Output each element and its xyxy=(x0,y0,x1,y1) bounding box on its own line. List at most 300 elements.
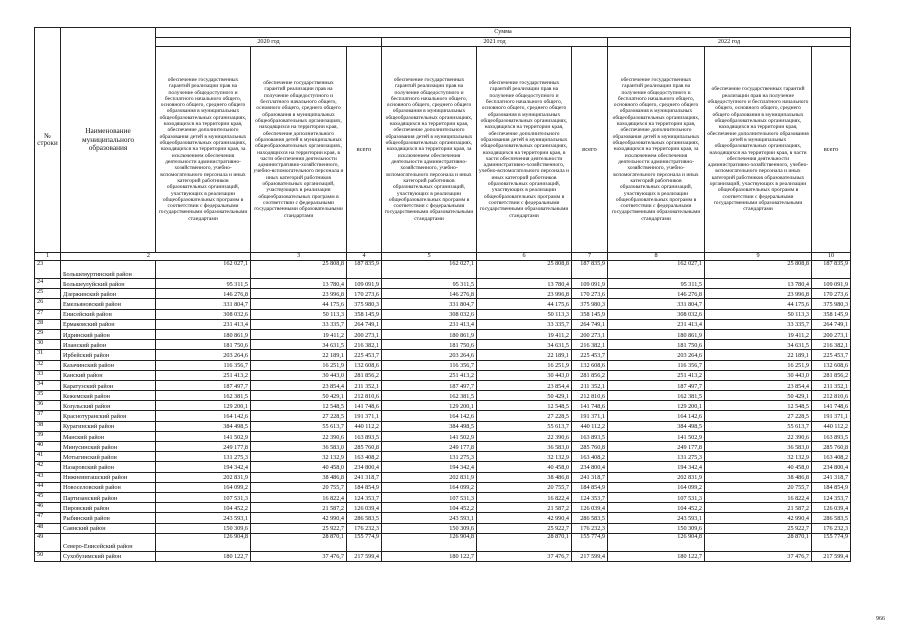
amount-cell: 180 861,9 xyxy=(382,329,477,339)
amount-cell: 164 099,2 xyxy=(156,482,251,492)
amount-cell: 12 548,5 xyxy=(251,401,347,411)
amount-cell: 194 342,4 xyxy=(156,462,251,472)
amount-cell: 19 411,2 xyxy=(705,329,812,339)
amount-cell: 251 413,2 xyxy=(608,370,705,380)
row-number: 50 xyxy=(35,551,61,561)
amount-cell: 131 275,3 xyxy=(156,452,251,462)
amount-cell: 162 381,5 xyxy=(156,391,251,401)
amount-cell: 126 039,4 xyxy=(812,503,851,513)
page-number: 966 xyxy=(876,616,885,622)
amount-cell: 176 232,3 xyxy=(572,523,608,533)
amount-cell: 181 750,6 xyxy=(156,340,251,350)
amount-cell: 116 356,7 xyxy=(608,360,705,370)
amount-cell: 126 904,8 xyxy=(156,533,251,551)
amount-cell: 234 800,4 xyxy=(572,462,608,472)
budget-table xyxy=(34,27,851,562)
amount-cell: 249 177,8 xyxy=(156,442,251,452)
amount-cell: 13 780,4 xyxy=(477,279,572,289)
amount-cell: 13 780,4 xyxy=(705,279,812,289)
amount-cell: 375 980,3 xyxy=(812,299,851,309)
table-row xyxy=(35,421,851,431)
amount-cell: 241 318,7 xyxy=(572,472,608,482)
amount-cell: 129 200,1 xyxy=(608,401,705,411)
amount-cell: 285 760,8 xyxy=(347,442,382,452)
municipality-name: Енисейский район xyxy=(61,309,156,319)
table-row xyxy=(35,523,851,533)
amount-cell: 150 309,6 xyxy=(382,523,477,533)
amount-cell: 16 251,9 xyxy=(477,360,572,370)
municipality-name: Пировский район xyxy=(61,503,156,513)
amount-cell: 50 113,3 xyxy=(251,309,347,319)
amount-cell: 180 861,9 xyxy=(156,329,251,339)
amount-cell: 38 486,8 xyxy=(251,472,347,482)
amount-cell: 286 583,5 xyxy=(347,513,382,523)
amount-cell: 126 039,4 xyxy=(347,503,382,513)
table-row xyxy=(35,350,851,360)
table-row xyxy=(35,380,851,390)
amount-cell: 225 453,7 xyxy=(347,350,382,360)
amount-cell: 187 497,7 xyxy=(608,380,705,390)
total-2021-header: всего xyxy=(572,47,608,253)
amount-cell: 375 980,3 xyxy=(347,299,382,309)
amount-cell: 95 311,5 xyxy=(156,279,251,289)
amount-cell: 155 774,9 xyxy=(812,533,851,551)
row-number: 43 xyxy=(35,472,61,482)
amount-cell: 25 922,7 xyxy=(251,523,347,533)
amount-cell: 19 411,2 xyxy=(477,329,572,339)
municipality-name: Ермаковский район xyxy=(61,319,156,329)
col-num: 2 xyxy=(61,253,251,261)
amount-cell: 141 502,9 xyxy=(608,431,705,441)
amount-cell: 146 276,8 xyxy=(156,289,251,299)
amount-cell: 32 132,9 xyxy=(705,452,812,462)
col-num: 3 xyxy=(251,253,347,261)
col-num: 9 xyxy=(705,253,812,261)
municipality-name: Саянский район xyxy=(61,523,156,533)
municipality-name: Ирбейский район xyxy=(61,350,156,360)
amount-cell: 42 990,4 xyxy=(477,513,572,523)
amount-cell: 243 593,1 xyxy=(608,513,705,523)
table-row xyxy=(35,533,851,551)
municipality-name: Емельяновский район xyxy=(61,299,156,309)
amount-cell: 181 750,6 xyxy=(608,340,705,350)
amount-cell: 162 027,1 xyxy=(156,261,251,279)
amount-cell: 225 453,7 xyxy=(812,350,851,360)
row-number: 42 xyxy=(35,462,61,472)
table-row xyxy=(35,391,851,401)
municipality-name: Кежемский район xyxy=(61,391,156,401)
amount-cell: 22 390,6 xyxy=(251,431,347,441)
amount-cell: 264 749,1 xyxy=(572,319,608,329)
amount-cell: 285 760,8 xyxy=(812,442,851,452)
row-number: 32 xyxy=(35,360,61,370)
amount-cell: 162 027,1 xyxy=(608,261,705,279)
amount-cell: 132 608,6 xyxy=(812,360,851,370)
amount-cell: 124 353,7 xyxy=(572,492,608,502)
amount-cell: 116 356,7 xyxy=(156,360,251,370)
amount-cell: 163 893,5 xyxy=(812,431,851,441)
amount-cell: 150 309,6 xyxy=(156,523,251,533)
amount-cell: 22 189,1 xyxy=(705,350,812,360)
row-number: 28 xyxy=(35,319,61,329)
desc-2021-a: обеспечение государственных гарантий реализации прав на получение общедоступного и бесплатного начального общего, основного общего, среднего общего образования в муниципальных общеобразовательных организациях, находящихся на территории края, обеспечение дополнительного образования детей в муниципальных общеобразовательных организациях, находящихся на территории края, за исключением обеспечения деятельности административно-хозяйственного, учебно-вспомогательного персонала и иных категорий работников образовательных организаций, участвующих в реализации общеобразовательных программ в соответствии с федеральными государственными образовательными стандартами xyxy=(382,47,477,253)
table-row xyxy=(35,319,851,329)
municipality-name: Мотыгинский район xyxy=(61,452,156,462)
col-num: 5 xyxy=(382,253,477,261)
amount-cell: 440 112,2 xyxy=(347,421,382,431)
municipality-name-header: Наименование муниципального образования xyxy=(61,28,156,253)
amount-cell: 33 335,7 xyxy=(251,319,347,329)
amount-cell: 124 353,7 xyxy=(347,492,382,502)
amount-cell: 358 145,9 xyxy=(812,309,851,319)
amount-cell: 285 760,8 xyxy=(572,442,608,452)
col-num: 6 xyxy=(477,253,572,261)
table-row xyxy=(35,513,851,523)
amount-cell: 34 631,5 xyxy=(705,340,812,350)
amount-cell: 36 583,0 xyxy=(477,442,572,452)
table-row xyxy=(35,279,851,289)
amount-cell: 50 429,1 xyxy=(705,391,812,401)
amount-cell: 141 748,6 xyxy=(572,401,608,411)
amount-cell: 23 854,4 xyxy=(477,380,572,390)
amount-cell: 30 443,0 xyxy=(477,370,572,380)
municipality-name: Большеулуйский район xyxy=(61,279,156,289)
amount-cell: 163 893,5 xyxy=(572,431,608,441)
amount-cell: 164 142,6 xyxy=(608,411,705,421)
amount-cell: 28 870,1 xyxy=(477,533,572,551)
amount-cell: 27 228,5 xyxy=(251,411,347,421)
row-number: 41 xyxy=(35,452,61,462)
amount-cell: 216 382,1 xyxy=(347,340,382,350)
column-numbers-row xyxy=(35,253,851,261)
table-row xyxy=(35,482,851,492)
amount-cell: 181 750,6 xyxy=(382,340,477,350)
amount-cell: 170 273,6 xyxy=(812,289,851,299)
amount-cell: 50 429,1 xyxy=(251,391,347,401)
table-row xyxy=(35,431,851,441)
amount-cell: 191 371,1 xyxy=(812,411,851,421)
table-row xyxy=(35,360,851,370)
amount-cell: 116 356,7 xyxy=(382,360,477,370)
amount-cell: 200 273,1 xyxy=(572,329,608,339)
amount-cell: 126 039,4 xyxy=(572,503,608,513)
table-row xyxy=(35,442,851,452)
row-number: 23 xyxy=(35,261,61,279)
amount-cell: 16 822,4 xyxy=(251,492,347,502)
amount-cell: 95 311,5 xyxy=(382,279,477,289)
table-row xyxy=(35,289,851,299)
amount-cell: 203 264,6 xyxy=(156,350,251,360)
amount-cell: 225 453,7 xyxy=(572,350,608,360)
amount-cell: 384 498,5 xyxy=(608,421,705,431)
amount-cell: 23 854,4 xyxy=(251,380,347,390)
amount-cell: 146 276,8 xyxy=(608,289,705,299)
municipality-name: Казачинский район xyxy=(61,360,156,370)
amount-cell: 141 748,6 xyxy=(347,401,382,411)
amount-cell: 109 091,9 xyxy=(572,279,608,289)
amount-cell: 231 413,4 xyxy=(382,319,477,329)
row-number: 39 xyxy=(35,431,61,441)
amount-cell: 184 854,9 xyxy=(812,482,851,492)
amount-cell: 16 251,9 xyxy=(251,360,347,370)
amount-cell: 25 808,8 xyxy=(705,261,812,279)
amount-cell: 107 531,3 xyxy=(156,492,251,502)
table-row xyxy=(35,411,851,421)
amount-cell: 124 353,7 xyxy=(812,492,851,502)
amount-cell: 141 502,9 xyxy=(156,431,251,441)
amount-cell: 34 631,5 xyxy=(251,340,347,350)
table-row xyxy=(35,309,851,319)
amount-cell: 25 922,7 xyxy=(477,523,572,533)
amount-cell: 32 132,9 xyxy=(477,452,572,462)
municipality-name: Курагинский район xyxy=(61,421,156,431)
amount-cell: 27 228,5 xyxy=(705,411,812,421)
row-number: 38 xyxy=(35,421,61,431)
amount-cell: 20 755,7 xyxy=(251,482,347,492)
municipality-name: Партизанский район xyxy=(61,492,156,502)
amount-cell: 200 273,1 xyxy=(812,329,851,339)
amount-cell: 132 608,6 xyxy=(347,360,382,370)
amount-cell: 40 458,0 xyxy=(705,462,812,472)
table-row xyxy=(35,551,851,561)
amount-cell: 50 113,3 xyxy=(705,309,812,319)
row-number: 31 xyxy=(35,350,61,360)
row-number: 37 xyxy=(35,411,61,421)
amount-cell: 234 800,4 xyxy=(812,462,851,472)
table-row xyxy=(35,472,851,482)
table-row xyxy=(35,462,851,472)
amount-cell: 162 381,5 xyxy=(608,391,705,401)
desc-2020-a: обеспечение государственных гарантий реализации прав на получение общедоступного и бесплатного начального общего, основного общего, среднего общего образования в муниципальных общеобразовательных организациях, находящихся на территории края, обеспечение дополнительного образования детей в муниципальных общеобразовательных организациях, находящихся на территории края, за исключением обеспечения деятельности административно-хозяйственного, учебно-вспомогательного персонала и иных категорий работников образовательных организаций, участвующих в реализации общеобразовательных программ в соответствии с федеральными государственными образовательными стандартами xyxy=(156,47,251,253)
amount-cell: 16 822,4 xyxy=(477,492,572,502)
municipality-name: Нижнеингашский район xyxy=(61,472,156,482)
amount-cell: 308 032,6 xyxy=(156,309,251,319)
amount-cell: 33 335,7 xyxy=(705,319,812,329)
table-row xyxy=(35,329,851,339)
municipality-name: Рыбинский район xyxy=(61,513,156,523)
amount-cell: 286 583,5 xyxy=(572,513,608,523)
amount-cell: 187 835,9 xyxy=(572,261,608,279)
amount-cell: 107 531,3 xyxy=(608,492,705,502)
amount-cell: 217 599,4 xyxy=(812,551,851,561)
amount-cell: 203 264,6 xyxy=(382,350,477,360)
amount-cell: 23 996,8 xyxy=(705,289,812,299)
amount-cell: 440 112,2 xyxy=(812,421,851,431)
amount-cell: 109 091,9 xyxy=(347,279,382,289)
row-number: 40 xyxy=(35,442,61,452)
amount-cell: 20 755,7 xyxy=(705,482,812,492)
amount-cell: 163 408,2 xyxy=(572,452,608,462)
total-2022-header: всего xyxy=(812,47,851,253)
amount-cell: 187 835,9 xyxy=(812,261,851,279)
table-row xyxy=(35,492,851,502)
row-number: 47 xyxy=(35,513,61,523)
amount-cell: 187 835,9 xyxy=(347,261,382,279)
amount-cell: 358 145,9 xyxy=(347,309,382,319)
amount-cell: 23 996,8 xyxy=(251,289,347,299)
row-number: 25 xyxy=(35,289,61,299)
municipality-name: Канский район xyxy=(61,370,156,380)
amount-cell: 281 856,2 xyxy=(812,370,851,380)
row-number: 36 xyxy=(35,401,61,411)
row-number: 26 xyxy=(35,299,61,309)
amount-cell: 163 408,2 xyxy=(347,452,382,462)
amount-cell: 281 856,2 xyxy=(347,370,382,380)
amount-cell: 12 548,5 xyxy=(705,401,812,411)
col-num: 1 xyxy=(35,253,61,261)
amount-cell: 191 371,1 xyxy=(347,411,382,421)
col-num: 10 xyxy=(812,253,851,261)
amount-cell: 331 804,7 xyxy=(156,299,251,309)
amount-cell: 184 854,9 xyxy=(347,482,382,492)
amount-cell: 384 498,5 xyxy=(382,421,477,431)
amount-cell: 50 429,1 xyxy=(477,391,572,401)
amount-cell: 30 443,0 xyxy=(251,370,347,380)
desc-2022-a: обеспечение государственных гарантий реализации прав на получение общедоступного и бесплатного начального общего, основного общего, среднего общего образования в муниципальных общеобразовательных организациях, находящихся на территории края, обеспечение дополнительного образования детей в муниципальных общеобразовательных организациях, находящихся на территории края, за исключением обеспечения деятельности административно-хозяйственного, учебно-вспомогательного персонала и иных категорий работников образовательных организаций, участвующих в реализации общеобразовательных программ в соответствии с федеральными государственными образовательными стандартами xyxy=(608,47,705,253)
amount-cell: 131 275,3 xyxy=(608,452,705,462)
amount-cell: 33 335,7 xyxy=(477,319,572,329)
col-num: 8 xyxy=(608,253,705,261)
amount-cell: 104 452,2 xyxy=(156,503,251,513)
amount-cell: 200 273,1 xyxy=(347,329,382,339)
amount-cell: 19 411,2 xyxy=(251,329,347,339)
amount-cell: 217 599,4 xyxy=(347,551,382,561)
amount-cell: 187 497,7 xyxy=(156,380,251,390)
row-number: 44 xyxy=(35,482,61,492)
col-num: 4 xyxy=(347,253,382,261)
amount-cell: 30 443,0 xyxy=(705,370,812,380)
amount-cell: 217 599,4 xyxy=(572,551,608,561)
amount-cell: 211 352,1 xyxy=(347,380,382,390)
amount-cell: 184 854,9 xyxy=(572,482,608,492)
amount-cell: 22 189,1 xyxy=(477,350,572,360)
amount-cell: 164 142,6 xyxy=(382,411,477,421)
amount-cell: 194 342,4 xyxy=(382,462,477,472)
municipality-name: Каратузский район xyxy=(61,380,156,390)
amount-cell: 22 390,6 xyxy=(477,431,572,441)
amount-cell: 264 749,1 xyxy=(347,319,382,329)
amount-cell: 163 408,2 xyxy=(812,452,851,462)
amount-cell: 180 122,7 xyxy=(608,551,705,561)
amount-cell: 375 980,3 xyxy=(572,299,608,309)
amount-cell: 36 583,0 xyxy=(705,442,812,452)
row-number: 27 xyxy=(35,309,61,319)
row-number: 46 xyxy=(35,503,61,513)
amount-cell: 21 587,2 xyxy=(705,503,812,513)
row-number: 45 xyxy=(35,492,61,502)
amount-cell: 55 613,7 xyxy=(477,421,572,431)
row-number: 24 xyxy=(35,279,61,289)
amount-cell: 37 476,7 xyxy=(477,551,572,561)
table-row xyxy=(35,299,851,309)
amount-cell: 249 177,8 xyxy=(608,442,705,452)
amount-cell: 42 990,4 xyxy=(705,513,812,523)
municipality-name: Новоселовский район xyxy=(61,482,156,492)
amount-cell: 25 808,8 xyxy=(251,261,347,279)
amount-cell: 216 382,1 xyxy=(572,340,608,350)
table-row xyxy=(35,503,851,513)
amount-cell: 308 032,6 xyxy=(608,309,705,319)
amount-cell: 109 091,9 xyxy=(812,279,851,289)
table-row xyxy=(35,261,851,279)
desc-2021-b: обеспечение государственных гарантий реализации прав на получение общедоступного и бесплатного начального общего, основного общего, среднего общего образования в муниципальных общеобразовательных организациях, находящихся на территории края, обеспечение дополнительного образования детей в муниципальных общеобразовательных организациях, находящихся на территории края, в части обеспечения деятельности административно-хозяйственного, учебно-вспомогательного персонала и иных категорий работников образовательных организаций, участвующих в реализации общеобразовательных программ в соответствии с федеральными государственными образовательными стандартами xyxy=(477,47,572,253)
amount-cell: 164 099,2 xyxy=(382,482,477,492)
amount-cell: 180 122,7 xyxy=(156,551,251,561)
table-row xyxy=(35,452,851,462)
amount-cell: 211 352,1 xyxy=(572,380,608,390)
municipality-name: Козульский район xyxy=(61,401,156,411)
amount-cell: 40 458,0 xyxy=(251,462,347,472)
amount-cell: 95 311,5 xyxy=(608,279,705,289)
municipality-name: Иланский район xyxy=(61,340,156,350)
amount-cell: 231 413,4 xyxy=(156,319,251,329)
row-number: 49 xyxy=(35,533,61,551)
amount-cell: 308 032,6 xyxy=(382,309,477,319)
amount-cell: 331 804,7 xyxy=(608,299,705,309)
amount-cell: 146 276,8 xyxy=(382,289,477,299)
amount-cell: 37 476,7 xyxy=(705,551,812,561)
amount-cell: 170 273,6 xyxy=(572,289,608,299)
row-number: 34 xyxy=(35,380,61,390)
amount-cell: 170 273,6 xyxy=(347,289,382,299)
amount-cell: 23 854,4 xyxy=(705,380,812,390)
amount-cell: 331 804,7 xyxy=(382,299,477,309)
amount-cell: 155 774,9 xyxy=(572,533,608,551)
year-2021-header: 2021 год xyxy=(382,38,608,47)
amount-cell: 180 122,7 xyxy=(382,551,477,561)
amount-cell: 150 309,6 xyxy=(608,523,705,533)
amount-cell: 38 486,8 xyxy=(477,472,572,482)
amount-cell: 20 755,7 xyxy=(477,482,572,492)
amount-cell: 132 608,6 xyxy=(572,360,608,370)
amount-cell: 202 831,9 xyxy=(382,472,477,482)
amount-cell: 22 390,6 xyxy=(705,431,812,441)
desc-2020-b: обеспечение государственных гарантий реализации прав на получение общедоступного и бесплатного начального общего, основного общего, среднего общего образования в муниципальных общеобразовательных организациях, находящихся на территории края, обеспечение дополнительного образования детей в муниципальных общеобразовательных организациях, находящихся на территории края, в части обеспечения деятельности административно-хозяйственного, учебно-вспомогательного персонала и иных категорий работников образовательных организаций, участвующих в реализации общеобразовательных программ в соответствии с федеральными государственными образовательными стандартами xyxy=(251,47,347,253)
amount-cell: 243 593,1 xyxy=(382,513,477,523)
amount-cell: 155 774,9 xyxy=(347,533,382,551)
amount-cell: 212 810,6 xyxy=(572,391,608,401)
amount-cell: 12 548,5 xyxy=(477,401,572,411)
table-body xyxy=(35,261,851,562)
amount-cell: 28 870,1 xyxy=(705,533,812,551)
amount-cell: 164 099,2 xyxy=(608,482,705,492)
amount-cell: 241 318,7 xyxy=(347,472,382,482)
amount-cell: 202 831,9 xyxy=(608,472,705,482)
municipality-name: Дзержинский район xyxy=(61,289,156,299)
amount-cell: 107 531,3 xyxy=(382,492,477,502)
amount-cell: 234 800,4 xyxy=(347,462,382,472)
amount-cell: 129 200,1 xyxy=(156,401,251,411)
municipality-name: Манский район xyxy=(61,431,156,441)
amount-cell: 191 371,1 xyxy=(572,411,608,421)
amount-cell: 126 904,8 xyxy=(608,533,705,551)
row-number: 30 xyxy=(35,340,61,350)
year-2020-header: 2020 год xyxy=(156,38,382,47)
amount-cell: 187 497,7 xyxy=(382,380,477,390)
municipality-name: Идринский район xyxy=(61,329,156,339)
amount-cell: 55 613,7 xyxy=(705,421,812,431)
amount-cell: 212 810,6 xyxy=(347,391,382,401)
amount-cell: 243 593,1 xyxy=(156,513,251,523)
col-num: 7 xyxy=(572,253,608,261)
amount-cell: 21 587,2 xyxy=(477,503,572,513)
amount-cell: 55 613,7 xyxy=(251,421,347,431)
municipality-name: Краснотуранский район xyxy=(61,411,156,421)
amount-cell: 25 808,8 xyxy=(477,261,572,279)
amount-cell: 241 318,7 xyxy=(812,472,851,482)
amount-cell: 231 413,4 xyxy=(608,319,705,329)
amount-cell: 212 810,6 xyxy=(812,391,851,401)
